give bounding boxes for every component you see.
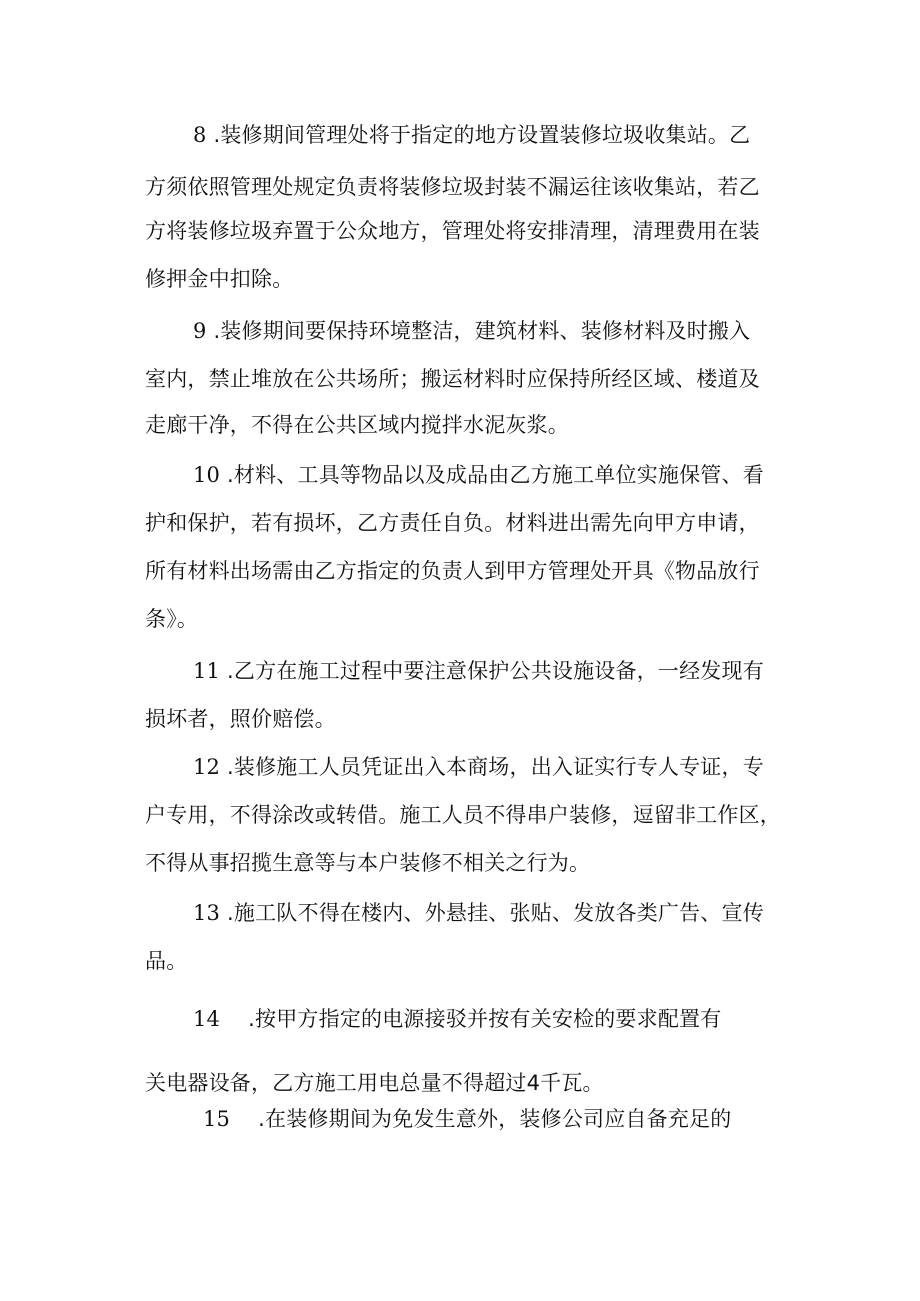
item-9-text: 装修期间要保持环境整洁，建筑材料、装修材料及时搬入 — [220, 319, 751, 343]
item-11-text: 乙方在施工过程中要注意保护公共设施设备，一经发现有 — [233, 659, 764, 683]
item-13-number: 13 — [193, 901, 221, 925]
item-15-text: 在装修期间为免发生意外，装修公司应自备充足的 — [265, 1107, 732, 1131]
item-8-line-1: 8 .装修期间管理处将于指定的地方设置装修垃圾收集站。乙 — [193, 123, 751, 147]
item-9-line-1: 9 .装修期间要保持环境整洁，建筑材料、装修材料及时搬入 — [193, 319, 751, 343]
item-11-number: 11 — [193, 659, 221, 683]
item-10-line-1: 10 .材料、工具等物品以及成品由乙方施工单位实施保管、看 — [193, 463, 764, 487]
item-10-text: 材料、工具等物品以及成品由乙方施工单位实施保管、看 — [233, 463, 764, 487]
item-15-number: 15 — [203, 1107, 231, 1131]
item-11-line-1: 11 .乙方在施工过程中要注意保护公共设施设备，一经发现有 — [193, 659, 764, 683]
item-14-line-2: 关电器设备，乙方施工用电总量不得超过4千瓦。 — [145, 1071, 604, 1095]
item-15-line-1: 15 .在装修期间为免发生意外，装修公司应自备充足的 — [203, 1107, 732, 1131]
item-8-number: 8 — [193, 123, 207, 147]
item-9-line-2: 室内，禁止堆放在公共场所；搬运材料时应保持所经区域、楼道及 — [145, 367, 760, 391]
item-12-line-2: 户专用，不得涂改或转借。施工人员不得串户装修，逗留非工作区， — [145, 803, 781, 827]
item-13-line-1: 13 .施工队不得在楼内、外悬挂、张贴、发放各类广告、宣传 — [193, 901, 764, 925]
item-10-line-4: 条》。 — [145, 607, 199, 631]
item-13-text: 施工队不得在楼内、外悬挂、张贴、发放各类广告、宣传 — [233, 901, 764, 925]
item-10-number: 10 — [193, 463, 221, 487]
item-14-text: 按甲方指定的电源接驳并按有关安检的要求配置有 — [255, 1007, 722, 1031]
item-12-line-1: 12 .装修施工人员凭证出入本商场，出入证实行专人专证，专 — [193, 755, 764, 779]
item-13-line-2: 品。 — [145, 949, 188, 973]
item-8-text: 装修期间管理处将于指定的地方设置装修垃圾收集站。乙 — [220, 123, 751, 147]
item-8-line-2: 方须依照管理处规定负责将装修垃圾封装不漏运往该收集站，若乙 — [145, 175, 760, 199]
item-8-line-3: 方将装修垃圾弃置于公众地方，管理处将安排清理，清理费用在装 — [145, 219, 760, 243]
item-12-number: 12 — [193, 755, 221, 779]
item-11-line-2: 损坏者，照价赔偿。 — [145, 707, 336, 731]
item-9-number: 9 — [193, 319, 207, 343]
item-9-line-3: 走廊干净，不得在公共区域内搅拌水泥灰浆。 — [145, 413, 569, 437]
item-14-line-1: 14 .按甲方指定的电源接驳并按有关安检的要求配置有 — [193, 1007, 722, 1031]
item-12-text: 装修施工人员凭证出入本商场，出入证实行专人专证，专 — [233, 755, 764, 779]
item-10-line-3: 所有材料出场需由乙方指定的负责人到甲方管理处开具《物品放行 — [145, 559, 760, 583]
item-8-line-4: 修押金中扣除。 — [145, 267, 294, 291]
item-10-line-2: 护和保护，若有损坏，乙方责任自负。材料进出需先向甲方申请， — [145, 511, 760, 535]
item-14-number: 14 — [193, 1007, 221, 1031]
item-12-line-3: 不得从事招揽生意等与本户装修不相关之行为。 — [145, 851, 591, 875]
